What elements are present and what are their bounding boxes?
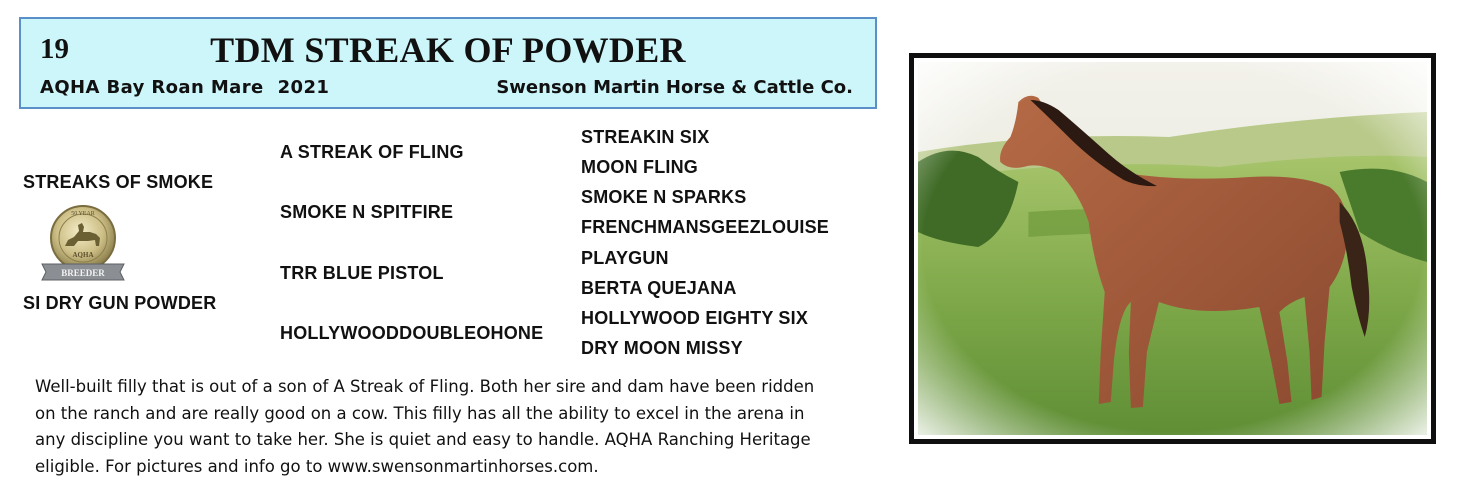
horse-photo-frame (909, 53, 1436, 444)
pedigree-great-grandparent: FRENCHMANSGEEZLOUISE (581, 217, 830, 237)
horse-name: TDM STREAK OF POWDER (210, 30, 686, 70)
lot-number: 19 (40, 33, 69, 65)
description (35, 374, 865, 480)
pedigree-sire: STREAKS OF SMOKE (23, 172, 214, 192)
pedigree-great-grandparent: HOLLYWOOD EIGHTY SIX (581, 308, 809, 328)
lot-header (19, 17, 877, 109)
pedigree-great-grandparent: BERTA QUEJANA (581, 278, 737, 298)
pedigree-sire-sire: A STREAK OF FLING (280, 142, 464, 162)
pedigree-great-grandparent: STREAKIN SIX (581, 127, 710, 147)
badge-org-text: AQHA (72, 251, 94, 259)
pedigree-dam-sire: TRR BLUE PISTOL (280, 263, 444, 283)
pedigree-great-grandparent: MOON FLING (581, 157, 698, 177)
badge-ribbon-text: BREEDER (61, 268, 105, 278)
pedigree-great-grandparent: PLAYGUN (581, 248, 669, 268)
pedigree-great-grandparent: DRY MOON MISSY (581, 338, 743, 358)
pedigree-dam: SI DRY GUN POWDER (23, 293, 217, 313)
horse-photo-mat (914, 58, 1431, 439)
badge-arc-text: 50 YEAR (71, 211, 95, 217)
description-line: any discipline you want to take her. She is quiet and easy to handle. AQHA Ranching Heritage (35, 430, 811, 449)
owner-name: Swenson Martin Horse & Cattle Co. (496, 77, 853, 98)
horse-photo (918, 62, 1427, 435)
pedigree-sire-dam: SMOKE N SPITFIRE (280, 202, 454, 222)
breed-color-sex: AQHA Bay Roan Mare (40, 77, 264, 98)
foal-year: 2021 (277, 77, 330, 98)
breed-line (40, 77, 329, 98)
description-line: Well-built filly that is out of a son of A Streak of Fling. Both her sire and dam have been ridden (35, 377, 815, 396)
description-line: eligible. For pictures and info go to www.swensonmartinhorses.com. (35, 456, 599, 476)
aqha-breeder-badge (38, 200, 128, 290)
pedigree-dam-dam: HOLLYWOODDOUBLEOHONE (280, 323, 544, 343)
pedigree-great-grandparent: SMOKE N SPARKS (581, 187, 747, 207)
description-line: on the ranch and are really good on a cow. This filly has all the ability to excel in the arena in (35, 403, 805, 423)
